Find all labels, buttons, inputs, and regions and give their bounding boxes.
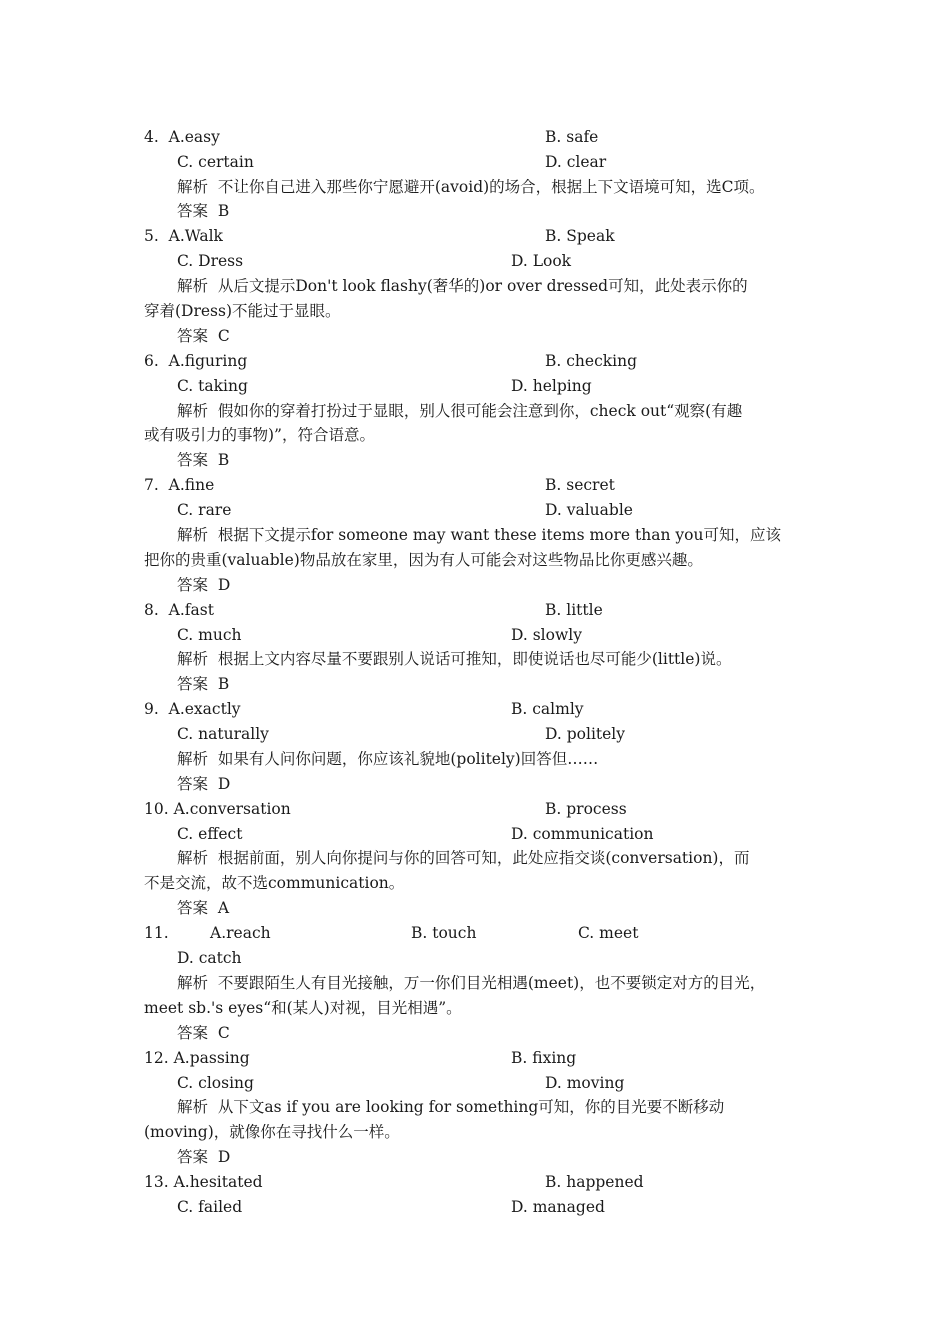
q4-option-d: D. clear (545, 153, 607, 171)
q12-explanation-line-1: 解析 从下文as if you are looking for something可知，你的目光要不断移动 (177, 1098, 725, 1116)
q4-explanation-line-1: 解析 不让你自己进入那些你宁愿避开(avoid)的场合，根据上下文语境可知，选C项。 (177, 178, 765, 196)
q11-number: 11. (144, 924, 169, 942)
q10-answer: 答案 A (177, 899, 230, 917)
q9-explanation-line-1: 解析 如果有人问你问题，你应该礼貌地(politely)回答但…… (177, 750, 599, 768)
q6-option-c: C. taking (177, 377, 248, 395)
q10-option-d: D. communication (511, 825, 654, 843)
q12-explanation-line-2: (moving)，就像你在寻找什么一样。 (144, 1123, 400, 1141)
q6-number-and-option-a: 6. A.figuring (144, 352, 248, 370)
q10-explanation-line-1: 解析 根据前面，别人向你提问与你的回答可知，此处应指交谈(conversation)，而 (177, 849, 750, 867)
q11-explanation-line-1: 解析 不要跟陌生人有目光接触，万一你们目光相遇(meet)，也不要锁定对方的目光， (177, 974, 766, 992)
q4-number-and-option-a: 4. A.easy (144, 128, 220, 146)
q6-option-d: D. helping (511, 377, 592, 395)
q9-answer: 答案 D (177, 775, 231, 793)
q10-option-c: C. effect (177, 825, 243, 843)
q12-option-c: C. closing (177, 1074, 254, 1092)
q4-option-c: C. certain (177, 153, 254, 171)
q5-explanation-line-2: 穿着(Dress)不能过于显眼。 (144, 302, 341, 320)
q6-explanation-line-1: 解析 假如你的穿着打扮过于显眼，别人很可能会注意到你，check out“观察(有趣 (177, 402, 743, 420)
q6-explanation-line-2: 或有吸引力的事物)”，符合语意。 (144, 426, 375, 444)
q8-option-d: D. slowly (511, 626, 582, 644)
q9-option-c: C. naturally (177, 725, 269, 743)
q7-explanation-line-1: 解析 根据下文提示for someone may want these items more than you可知，应该 (177, 526, 781, 544)
q7-number-and-option-a: 7. A.fine (144, 476, 215, 494)
q13-option-c: C. failed (177, 1198, 243, 1216)
q5-number-and-option-a: 5. A.Walk (144, 227, 223, 245)
q13-option-b: B. happened (545, 1173, 644, 1191)
q5-explanation-line-1: 解析 从后文提示Don't look flashy(奢华的)or over dressed可知，此处表示你的 (177, 277, 748, 295)
q12-number-and-option-a: 12. A.passing (144, 1049, 250, 1067)
q13-number-and-option-a: 13. A.hesitated (144, 1173, 263, 1191)
q7-explanation-line-2: 把你的贵重(valuable)物品放在家里，因为有人可能会对这些物品比你更感兴趣。 (144, 551, 703, 569)
q6-answer: 答案 B (177, 451, 230, 469)
q7-option-b: B. secret (545, 476, 615, 494)
q8-explanation-line-1: 解析 根据上文内容尽量不要跟别人说话可推知，即使说话也尽可能少(little)说。 (177, 650, 732, 668)
q12-answer: 答案 D (177, 1148, 231, 1166)
q5-option-d: D. Look (511, 252, 572, 270)
q8-option-b: B. little (545, 601, 603, 619)
q11-option-a: A.reach (210, 924, 271, 942)
q11-option-d: D. catch (177, 949, 242, 967)
q11-answer: 答案 C (177, 1024, 230, 1042)
q11-option-c: C. meet (578, 924, 639, 942)
q7-option-c: C. rare (177, 501, 232, 519)
q5-option-b: B. Speak (545, 227, 615, 245)
q10-option-b: B. process (545, 800, 627, 818)
q9-option-d: D. politely (545, 725, 626, 743)
q8-option-c: C. much (177, 626, 242, 644)
q11-option-b: B. touch (411, 924, 477, 942)
q12-option-d: D. moving (545, 1074, 625, 1092)
q8-number-and-option-a: 8. A.fast (144, 601, 214, 619)
q7-answer: 答案 D (177, 576, 231, 594)
q13-option-d: D. managed (511, 1198, 605, 1216)
q11-explanation-line-2: meet sb.'s eyes“和(某人)对视，目光相遇”。 (144, 999, 462, 1017)
q10-number-and-option-a: 10. A.conversation (144, 800, 291, 818)
q9-number-and-option-a: 9. A.exactly (144, 700, 241, 718)
q12-option-b: B. fixing (511, 1049, 577, 1067)
q4-answer: 答案 B (177, 202, 230, 220)
q7-option-d: D. valuable (545, 501, 633, 519)
q8-answer: 答案 B (177, 675, 230, 693)
q10-explanation-line-2: 不是交流，故不选communication。 (144, 874, 405, 892)
q5-option-c: C. Dress (177, 252, 244, 270)
q5-answer: 答案 C (177, 327, 230, 345)
q6-option-b: B. checking (545, 352, 638, 370)
q4-option-b: B. safe (545, 128, 599, 146)
q9-option-b: B. calmly (511, 700, 584, 718)
